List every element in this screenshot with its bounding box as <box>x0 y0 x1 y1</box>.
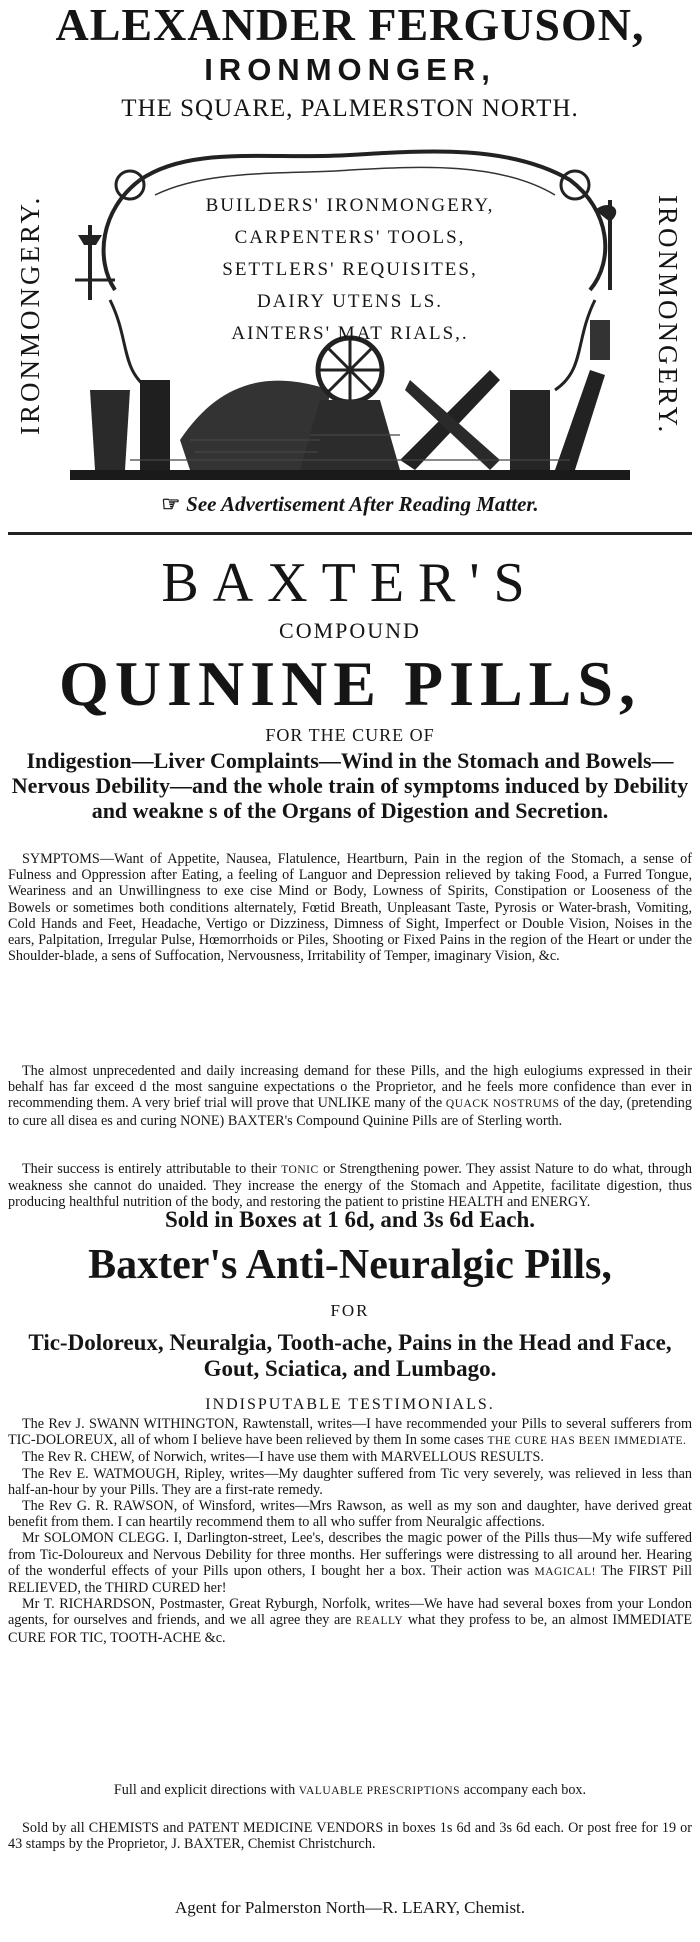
quinine-title: QUININE PILLS, <box>59 648 641 719</box>
neuralgic-title: Baxter's Anti-Neuralgic Pills, <box>88 1242 612 1288</box>
agent-line: Agent for Palmerston North—R. LEARY, Chemist. <box>174 1898 526 1917</box>
testimonial <box>8 1530 692 1596</box>
testimonial-text: The Rev G. R. RAWSON, of Winsford, writes—Mrs Rawson, as well as my son and daughter, have derived great benefit from them. I can heartily recommend them to all who suffer from Neuralgic affections. <box>8 1498 692 1531</box>
demand-text-1: The almost unprecedented and daily increasing demand for these Pills, and the high eulogiums expressed in their behalf has far exceed d the most sanguine expectations o the Proprietor, and he feels more confidence than ever in recommending them. A very brief trial will prove that UNLIKE many of the <box>8 1063 692 1112</box>
testimonial-caps: MAGICAL! <box>534 1565 596 1578</box>
testimonial <box>8 1449 692 1465</box>
goods-item: CARPENTERS' TOOLS, <box>234 227 466 248</box>
testimonial-text: The Rev R. CHEW, of Norwich, writes—I have use them with MARVELLOUS RESULTS. <box>22 1449 544 1466</box>
pointing-hand-icon: ☞ <box>161 492 181 516</box>
side-text-right: IRONMONGERY. <box>653 194 683 436</box>
sold-by-paragraph <box>8 1820 692 1852</box>
testimonial-text: The Rev J. SWANN WITHINGTON, Rawtenstall, writes—I have recommended your Pills to several sufferers from TIC-DOLOREUX, all of whom I believe have been relieved by them In some cases <box>8 1416 692 1449</box>
quinine-cure-text: Indigestion—Liver Complaints—Wind in the Stomach and Bowels—Nervous Debility—and the whole train of symptoms induced by Debility and weakne s of the Organs of Digestion and Secretion. <box>11 748 689 823</box>
neuralgic-for: FOR <box>330 1301 370 1320</box>
testimonial-text: Mr T. RICHARDSON, Postmaster, Great Ryburgh, Norfolk, writes—We have had several boxes from your London agents, for ourselves and friends, and we all agree they are <box>8 1596 692 1629</box>
quinine-compound: COMPOUND <box>279 618 421 643</box>
divider-rule <box>8 532 692 535</box>
testimonial <box>8 1416 692 1449</box>
testimonial-text: what they profess to be, an almost IMMEDIATE CURE FOR TIC, TOOTH-ACHE &c. <box>8 1612 693 1646</box>
note-text: See Advertisement After Reading Matter. <box>186 492 539 516</box>
testimonial-text: The Rev E. WATMOUGH, Ripley, writes—My daughter suffered from Tic very severely, was relieved in less than half-an-hour by your Pills. They are a first-rate remedy. <box>8 1465 692 1498</box>
see-advertisement-note <box>0 492 700 517</box>
ferguson-name: ALEXANDER FERGUSON, <box>55 0 645 50</box>
ferguson-trade: IRONMONGER, <box>204 52 496 87</box>
testimonial-caps: REALLY <box>355 1615 404 1628</box>
directions-text: Full and explicit directions with <box>113 1782 296 1798</box>
testimonial <box>8 1498 692 1530</box>
testimonial-caps: THE CURE HAS BEEN IMMEDIATE. <box>487 1435 687 1448</box>
goods-item: BUILDERS' IRONMONGERY, <box>205 195 495 216</box>
testimonial-text: The FIRST Pill RELIEVED, the THIRD CURED her! <box>8 1562 693 1597</box>
testimonial-text: Mr SOLOMON CLEGG. I, Darlington-street, Lee's, describes the magic power of the Pills thus—My wife suffered from Tic-Doloureux and Nervous Debility for three months. Her sufferings were distressing to all around her. Hearing of the wonderful effects of your Pills upon others, I bought her a box. Their action was <box>8 1530 692 1579</box>
directions-line <box>8 1782 692 1799</box>
quinine-demand-paragraph <box>8 1063 692 1129</box>
neuralgic-cure-text: Tic-Doloreux, Neuralgia, Tooth-ache, Pains in the Head and Face, Gout, Sciatica, and Lumbago. <box>28 1330 672 1381</box>
directions-caps: VALUABLE PRESCRIPTIONS <box>298 1785 461 1797</box>
goods-item: SETTLERS' REQUISITES, <box>222 259 478 280</box>
ferguson-goods-list <box>150 190 550 350</box>
goods-item: DAIRY UTENS LS. <box>256 291 444 312</box>
goods-item: AINTERS' MAT RIALS,. <box>231 323 469 344</box>
testimonials-heading: INDISPUTABLE TESTIMONIALS. <box>205 1396 495 1413</box>
demand-text-2: of the day, (pretending to cure all disea es and curing NONE) BAXTER's Compound Quinine Pills are of Sterling worth. <box>8 1095 692 1129</box>
directions-text: accompany each box. <box>463 1782 587 1798</box>
testimonial <box>8 1596 692 1646</box>
success-text-1: Their success is entirely attributable to their <box>22 1161 277 1177</box>
demand-quack-caps: QUACK NOSTRUMS <box>445 1098 560 1111</box>
symptoms-text: SYMPTOMS—Want of Appetite, Nausea, Flatulence, Heartburn, Pain in the region of the Stomach, a sense of Fulness and Oppression after Eating, a feeling of Languor and Depression relieved by taking Food, a Furred Tongue, Weariness and an Unwillingness to exe cise Mind or Body, Lowness of Spirits, Constipation or Looseness of the Bowels or sometimes both conditions alternately, Fœtid Breath, Unpleasant Taste, Pyrosis or Water-brash, Vomiting, Cold Hands and Feet, Headache, Vertigo or Dizziness, Dimness of Sight, Imperfect or Double Vision, Noises in the ears, Palpitation, Irregular Pulse, Hœmorrhoids or Piles, Shooting or Fixed Pains in the region of the Heart or under the Shoulder-blade, a sens of Suffocation, Nervousness, Irritability of Temper, imaginary Vision, &c. <box>8 851 692 965</box>
quinine-symptoms-paragraph <box>8 851 692 964</box>
testimonial <box>8 1466 692 1498</box>
testimonials-list <box>8 1416 692 1646</box>
success-text-2: or Strengthening power. They assist Nature to do what, through weakness she cannot do unaided. They increase the energy of the Stomach and Appetite, facilitate digestion, thus producing healthful nutrition of the body, and restoring the patient to pristine HEALTH and ENERGY. <box>8 1161 692 1211</box>
sold-by-text: Sold by all CHEMISTS and PATENT MEDICINE VENDORS in boxes 1s 6d and 3s 6d each. Or post free for 19 or 43 stamps by the Proprietor, J. BAXTER, Chemist Christchurch. <box>8 1820 692 1853</box>
success-tonic-caps: TONIC <box>281 1164 319 1176</box>
quinine-for-the-cure: FOR THE CURE OF <box>265 725 435 745</box>
quinine-success-paragraph <box>8 1161 692 1211</box>
ferguson-address: THE SQUARE, PALMERSTON NORTH. <box>121 95 579 122</box>
quinine-sold-line: Sold in Boxes at 1 6d, and 3s 6d Each. <box>164 1207 536 1232</box>
quinine-brand: BAXTER'S <box>161 552 539 614</box>
side-text-left: IRONMONGERY. <box>15 194 45 436</box>
